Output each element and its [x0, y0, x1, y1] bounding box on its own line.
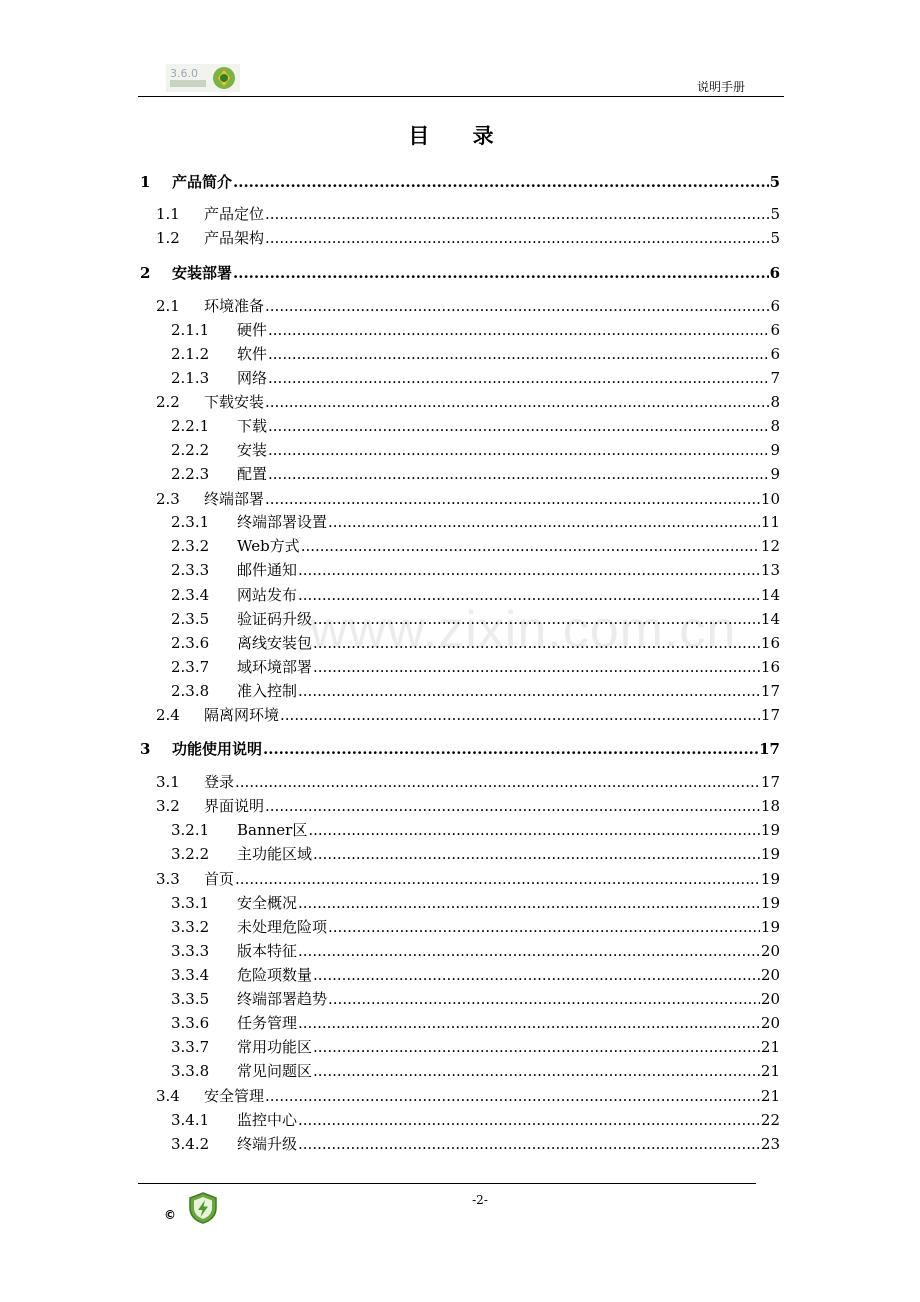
toc-entry-number: 3.2 — [156, 797, 180, 815]
toc-dot-leader — [313, 843, 760, 865]
toc-entry[interactable] — [140, 262, 780, 284]
toc-entry-label: 登录 — [204, 773, 235, 791]
toc-entry-page: 6 — [770, 345, 780, 363]
toc-entry-number: 2.3.7 — [171, 658, 210, 676]
toc-entry[interactable] — [156, 488, 780, 510]
copyright-symbol: © — [164, 1208, 176, 1222]
toc-entry-page: 14 — [760, 610, 780, 628]
toc-entry[interactable] — [171, 632, 780, 654]
toc-entry[interactable] — [156, 203, 780, 225]
toc-entry[interactable] — [171, 608, 780, 630]
toc-entry-page: 12 — [760, 537, 780, 555]
toc-entry[interactable] — [171, 343, 780, 365]
toc-entry[interactable] — [171, 916, 780, 938]
toc-entry-number: 1.1 — [156, 205, 180, 223]
toc-entry-label: 终端部署趋势 — [237, 990, 328, 1008]
toc-entry-page: 17 — [760, 706, 780, 724]
toc-entry-page: 21 — [760, 1087, 780, 1105]
toc-entry-page: 8 — [770, 393, 780, 411]
toc-entry-label: 产品简介 — [172, 173, 233, 191]
toc-entry-number: 3.4 — [156, 1087, 180, 1105]
toc-dot-leader — [298, 1012, 760, 1034]
toc-entry[interactable] — [156, 227, 780, 249]
toc-dot-leader — [265, 203, 769, 225]
toc-entry-page: 21 — [760, 1062, 780, 1080]
toc-entry-number: 3.4.2 — [171, 1135, 210, 1153]
toc-entry-number: 2.2 — [156, 393, 180, 411]
toc-entry[interactable] — [171, 988, 780, 1010]
toc-entry-number: 3.3.2 — [171, 918, 210, 936]
toc-dot-leader — [313, 964, 760, 986]
toc-entry-page: 16 — [760, 658, 780, 676]
toc-entry-page: 9 — [770, 465, 780, 483]
toc-dot-leader — [235, 868, 760, 890]
toc-dot-leader — [265, 295, 769, 317]
toc-entry-page: 6 — [769, 264, 780, 282]
toc-entry-number: 2.3.5 — [171, 610, 210, 628]
toc-entry-page: 19 — [760, 845, 780, 863]
toc-dot-leader — [298, 940, 760, 962]
toc-entry-page: 20 — [760, 1014, 780, 1032]
toc-entry-label: 网络 — [237, 369, 268, 387]
toc-entry-number: 3.1 — [156, 773, 180, 791]
toc-dot-leader — [313, 1036, 760, 1058]
toc-entry-page: 22 — [760, 1111, 780, 1129]
toc-entry[interactable] — [140, 171, 780, 193]
toc-entry[interactable] — [156, 1085, 780, 1107]
toc-entry[interactable] — [156, 391, 780, 413]
toc-entry-number: 2.1 — [156, 297, 180, 315]
toc-entry-page: 17 — [760, 682, 780, 700]
toc-dot-leader — [298, 892, 760, 914]
toc-dot-leader — [265, 1085, 760, 1107]
toc-entry-number: 3.2.1 — [171, 821, 210, 839]
toc-entry-number: 2.3.2 — [171, 537, 210, 555]
toc-dot-leader — [233, 171, 769, 193]
toc-entry-page: 20 — [760, 990, 780, 1008]
toc-entry-page: 8 — [770, 417, 780, 435]
toc-dot-leader — [313, 1060, 760, 1082]
toc-entry-page: 5 — [769, 173, 780, 191]
toc-entry-page: 6 — [770, 297, 780, 315]
toc-entry[interactable] — [171, 964, 780, 986]
toc-entry[interactable] — [171, 1060, 780, 1082]
toc-entry-label: 终端升级 — [237, 1135, 298, 1153]
toc-entry-label: 版本特征 — [237, 942, 298, 960]
toc-entry-label: 验证码升级 — [237, 610, 313, 628]
toc-dot-leader — [280, 704, 760, 726]
toc-entry-page: 16 — [760, 634, 780, 652]
toc-entry-number: 2.1.2 — [171, 345, 210, 363]
toc-entry-label: Web方式 — [237, 537, 300, 555]
toc-dot-leader — [301, 535, 760, 557]
toc-entry-number: 1.2 — [156, 229, 180, 247]
toc-dot-leader — [298, 1109, 760, 1131]
toc-dot-leader — [268, 367, 769, 389]
toc-dot-leader — [298, 559, 760, 581]
toc-entry[interactable] — [156, 295, 780, 317]
toc-dot-leader — [233, 262, 769, 284]
toc-entry-number: 2.4 — [156, 706, 180, 724]
toc-dot-leader — [263, 738, 758, 760]
toc-dot-leader — [313, 608, 760, 630]
toc-entry-label: 产品架构 — [204, 229, 265, 247]
toc-entry[interactable] — [171, 319, 780, 341]
toc-entry-number: 3.4.1 — [171, 1111, 210, 1129]
svg-text:3.6.0: 3.6.0 — [170, 67, 198, 80]
toc-entry-label: 主功能区域 — [237, 845, 313, 863]
toc-entry-page: 18 — [760, 797, 780, 815]
toc-entry-label: 邮件通知 — [237, 561, 298, 579]
toc-entry-label: 安装 — [237, 441, 268, 459]
toc-dot-leader — [235, 771, 760, 793]
toc-dot-leader — [268, 343, 769, 365]
toc-entry[interactable] — [171, 559, 780, 581]
toc-entry-number: 3.3.3 — [171, 942, 210, 960]
toc-entry-label: 域环境部署 — [237, 658, 313, 676]
toc-entry-number: 2.2.1 — [171, 417, 210, 435]
toc-entry-page: 23 — [760, 1135, 780, 1153]
toc-entry[interactable] — [156, 868, 780, 890]
toc-entry-page: 20 — [760, 942, 780, 960]
toc-entry-label: 界面说明 — [204, 797, 265, 815]
document-header-title: 说明手册 — [696, 80, 745, 94]
toc-entry-label: 下载安装 — [204, 393, 265, 411]
toc-entry-label: 环境准备 — [204, 297, 265, 315]
toc-entry[interactable] — [156, 704, 780, 726]
toc-entry-page: 19 — [760, 870, 780, 888]
toc-entry-label: Banner区 — [237, 821, 308, 839]
toc-entry-page: 11 — [760, 513, 780, 531]
toc-entry-label: 终端部署 — [204, 490, 265, 508]
toc-entry-page: 9 — [770, 441, 780, 459]
toc-entry-label: 危险项数量 — [237, 966, 313, 984]
toc-entry-number: 2.3.1 — [171, 513, 210, 531]
toc-entry-page: 10 — [760, 490, 780, 508]
toc-entry-number: 3.3.5 — [171, 990, 210, 1008]
toc-entry-number: 3.2.2 — [171, 845, 210, 863]
toc-entry-page: 14 — [760, 586, 780, 604]
toc-entry-label: 安装部署 — [172, 264, 233, 282]
toc-entry-number: 2.3.3 — [171, 561, 210, 579]
toc-dot-leader — [298, 1133, 760, 1155]
toc-entry[interactable] — [171, 940, 780, 962]
toc-entry-number: 3.3.4 — [171, 966, 210, 984]
toc-entry-number: 2.2.3 — [171, 465, 210, 483]
toc-entry-number: 3.3.6 — [171, 1014, 210, 1032]
toc-entry-page: 20 — [760, 966, 780, 984]
toc-entry-page: 5 — [770, 205, 780, 223]
toc-dot-leader — [268, 319, 769, 341]
toc-dot-leader — [265, 391, 769, 413]
toc-entry-label: 配置 — [237, 465, 268, 483]
toc-entry-page: 17 — [759, 740, 780, 758]
toc-dot-leader — [328, 916, 760, 938]
toc-entry-label: 安全管理 — [204, 1087, 265, 1105]
toc-entry-page: 19 — [760, 821, 780, 839]
toc-entry-label: 功能使用说明 — [172, 740, 263, 758]
toc-entry-label: 监控中心 — [237, 1111, 298, 1129]
toc-dot-leader — [265, 227, 769, 249]
toc-entry[interactable] — [156, 771, 780, 793]
toc-dot-leader — [298, 680, 760, 702]
toc-entry[interactable] — [171, 892, 780, 914]
toc-dot-leader — [268, 439, 769, 461]
toc-dot-leader — [268, 463, 769, 485]
toc-entry[interactable] — [140, 738, 780, 760]
toc-dot-leader — [313, 656, 760, 678]
toc-entry[interactable] — [171, 1133, 780, 1155]
toc-entry-number: 3.3.7 — [171, 1038, 210, 1056]
toc-dot-leader — [328, 511, 760, 533]
toc-entry-number: 2.3.6 — [171, 634, 210, 652]
toc-entry-number: 2.3.8 — [171, 682, 210, 700]
toc-entry-label: 离线安装包 — [237, 634, 313, 652]
toc-entry[interactable] — [171, 535, 780, 557]
toc-entry-page: 13 — [760, 561, 780, 579]
toc-entry[interactable] — [171, 819, 780, 841]
toc-entry-number: 3 — [140, 740, 151, 758]
toc-dot-leader — [265, 795, 760, 817]
toc-entry[interactable] — [171, 1036, 780, 1058]
toc-entry[interactable] — [171, 656, 780, 678]
toc-entry-label: 硬件 — [237, 321, 268, 339]
toc-entry-number: 2.3 — [156, 490, 180, 508]
toc-entry-page: 5 — [770, 229, 780, 247]
toc-entry-number: 2.1.1 — [171, 321, 210, 339]
toc-entry[interactable] — [171, 680, 780, 702]
toc-entry-label: 任务管理 — [237, 1014, 298, 1032]
toc-entry-label: 产品定位 — [204, 205, 265, 223]
watermark-text: www.zixin.com.cn — [310, 601, 737, 659]
toc-entry-page: 6 — [770, 321, 780, 339]
toc-entry-number: 2 — [140, 264, 151, 282]
toc-entry-label: 常见问题区 — [237, 1062, 313, 1080]
toc-entry-label: 常用功能区 — [237, 1038, 313, 1056]
toc-entry[interactable] — [156, 795, 780, 817]
toc-dot-leader — [328, 988, 760, 1010]
toc-title: 目 录 — [408, 123, 512, 148]
toc-entry-number: 1 — [140, 173, 151, 191]
toc-entry-label: 首页 — [204, 870, 235, 888]
toc-entry[interactable] — [171, 367, 780, 389]
toc-entry-number: 3.3 — [156, 870, 180, 888]
toc-entry-label: 网站发布 — [237, 586, 298, 604]
toc-entry[interactable] — [171, 1109, 780, 1131]
toc-entry-label: 软件 — [237, 345, 268, 363]
toc-dot-leader — [313, 632, 760, 654]
toc-entry-label: 未处理危险项 — [237, 918, 328, 936]
toc-entry-number: 2.1.3 — [171, 369, 210, 387]
toc-entry[interactable] — [171, 511, 780, 533]
toc-entry-page: 21 — [760, 1038, 780, 1056]
toc-dot-leader — [308, 819, 760, 841]
toc-entry-label: 隔离网环境 — [204, 706, 280, 724]
toc-entry-number: 3.3.8 — [171, 1062, 210, 1080]
toc-dot-leader — [265, 488, 760, 510]
toc-entry-label: 安全概况 — [237, 894, 298, 912]
toc-entry[interactable] — [171, 584, 780, 606]
toc-entry[interactable] — [171, 843, 780, 865]
toc-dot-leader — [298, 584, 760, 606]
toc-entry-label: 准入控制 — [237, 682, 298, 700]
toc-entry[interactable] — [171, 463, 780, 485]
toc-entry-page: 19 — [760, 918, 780, 936]
toc-entry-label: 下载 — [237, 417, 268, 435]
toc-dot-leader — [268, 415, 769, 437]
toc-entry-label: 终端部署设置 — [237, 513, 328, 531]
toc-entry[interactable] — [171, 415, 780, 437]
toc-entry[interactable] — [171, 439, 780, 461]
toc-entry-number: 2.3.4 — [171, 586, 210, 604]
toc-entry-page: 7 — [770, 369, 780, 387]
toc-entry[interactable] — [171, 1012, 780, 1034]
page-number: -2- — [472, 1193, 488, 1207]
toc-entry-page: 19 — [760, 894, 780, 912]
toc-entry-page: 17 — [760, 773, 780, 791]
toc-entry-number: 3.3.1 — [171, 894, 210, 912]
toc-entry-number: 2.2.2 — [171, 441, 210, 459]
